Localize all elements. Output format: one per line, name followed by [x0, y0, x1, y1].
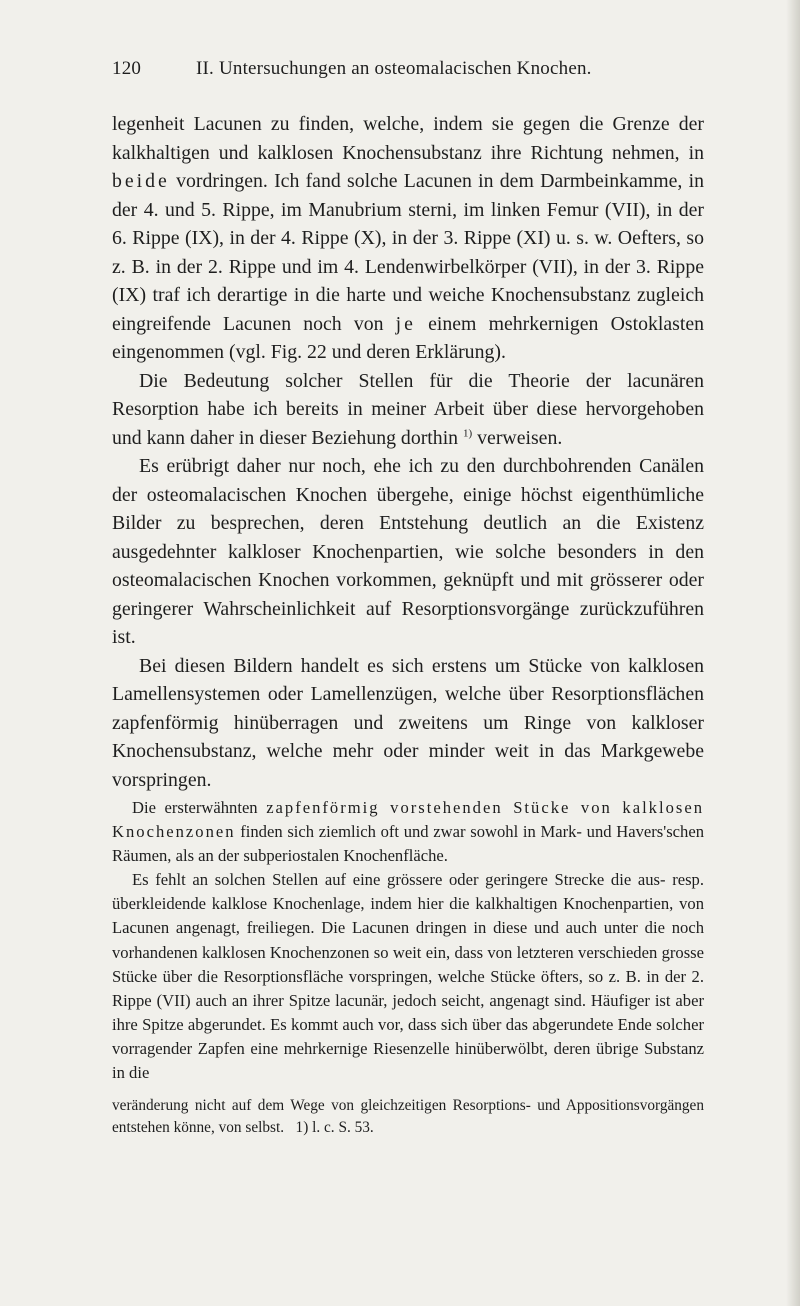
paragraph-3: Es erübrigt daher nur noch, ehe ich zu den durchbohrenden Canälen der osteomalacischen Knochen übergehe, einige höchst eigenthümliche Bilder zu besprechen, deren Entstehung deutlich an die Existenz ausgedehnter kalkloser Knochenpartien, wie solche besonders in den osteomalacischen Knochen vorkommen, geknüpft und mit grösserer oder geringerer Wahrscheinlichkeit auf Resorptionsvorgänge zurückzuführen ist.: [112, 455, 704, 648]
spaced-word-je: je: [395, 312, 416, 335]
paragraph-2: [112, 367, 704, 453]
paragraph-1-text-c: einem mehrkernigen Ostoklasten eingenommen (vgl. Fig. 22 und deren Erklärung).: [112, 312, 704, 363]
footnote-reference: 1): [463, 426, 473, 439]
spaced-word-beide: beide: [112, 170, 170, 192]
paragraph-5-text-b: finden sich ziemlich oft und zwar sowohl in Mark- und Havers'schen Räumen, als an der subperiostalen Knochenfläche.: [112, 822, 704, 866]
paragraph-5: [112, 796, 704, 868]
page-edge-shadow: [786, 0, 800, 1306]
paragraph-4: Bei diesen Bildern handelt es sich erstens um Stücke von kalklosen Lamellensystemen oder Lamellenzügen, welche über Resorptionsflächen zapfenförmig hinüberragen und zweitens um Ringe von kalkloser Knochensubstanz, welche mehr oder minder weit in das Markgewebe vorspringen.: [112, 654, 704, 791]
spaced-phrase: zapfenförmig vorstehenden Stücke von kalklosen Knochenzonen: [112, 798, 704, 842]
paragraph-2-text-b: verweisen.: [472, 426, 563, 449]
paragraph-1-text-a: legenheit Lacunen zu finden, welche, indem sie gegen die Grenze der kalkhaltigen und kalklosen Knochensubstanz ihre Richtung nehmen, in: [112, 113, 704, 164]
paragraph-5-text-a: Die ersterwähnten: [132, 798, 267, 817]
paragraph-2-text-a: Die Bedeutung solcher Stellen für die Theorie der lacunären Resorption habe ich bereits in meiner Arbeit über diese hervorgehoben und kann daher in dieser Beziehung dorthin: [112, 369, 704, 449]
paragraph-6: Es fehlt an solchen Stellen auf eine grössere oder geringere Strecke die aus- resp. überkleidende kalklose Knochenlage, indem hier die kalkhaltigen Knochenpartien, von Lacunen angenagt, freiliegen. Die Lacunen dringen in diese und auch unter die noch vorhandenen kalklosen Knochenzonen so weit ein, dass von letzteren verschieden grosse Stücke über die Resorptionsfläche vorspringen, welche Stücke öfters, so z. B. in der 2. Rippe (VII) auch an ihrer Spitze lacunär, jedoch seicht, angenagt sind. Häufiger ist aber ihre Spitze abgerundet. Es kommt auch vor, dass sich über das abgerundete Ende solcher vorragender Zapfen eine mehrkernige Riesenzelle hinüberwölbt, deren übrige Substanz in die: [112, 870, 704, 1083]
paragraph-1-text-b: vordringen. Ich fand solche Lacunen in dem Darmbeinkamme, in der 4. und 5. Rippe, im Manubrium sterni, im linken Femur (VII), in der 6. Rippe (IX), in der 4. Rippe (X), in der 3. Rippe (XI) u. s. w. Oefters, so z. B. in der 2. Rippe und im 4. Lendenwirbelkörper (VII), in der 3. Rippe (IX) traf ich derartige in die harte und weiche Knochensubstanz zugleich eingreifende Lacunen noch von: [112, 170, 704, 335]
page-number: 120: [112, 58, 142, 79]
footnote-1: 1) l. c. S. 53.: [295, 1119, 374, 1137]
paragraph-1: [112, 110, 704, 367]
footnote: [112, 1095, 704, 1139]
footnote-continuation: veränderung nicht auf dem Wege von gleichzeitigen Resorptions- und Appositionsvorgängen entstehen könne, von selbst.: [112, 1097, 704, 1137]
page-body: [112, 110, 704, 1139]
running-title: II. Untersuchungen an osteomalacischen Knochen.: [196, 58, 592, 79]
